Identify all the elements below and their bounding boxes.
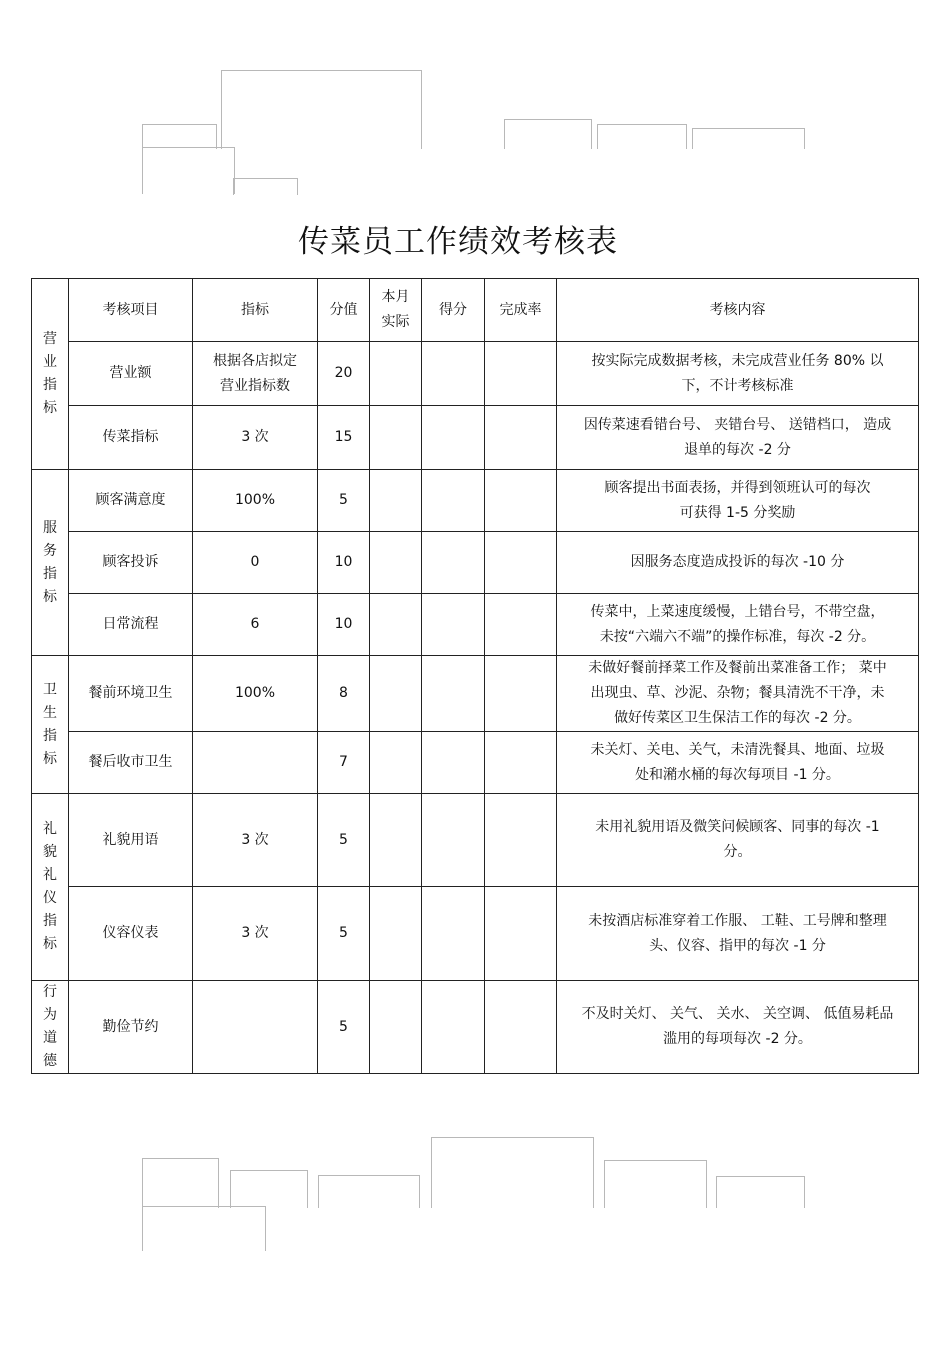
page-title: 传菜员工作绩效考核表	[298, 224, 618, 260]
content-cell: 未用礼貌用语及微笑问候顾客、同事的每次 -1 分。	[557, 794, 919, 887]
earned-cell	[422, 406, 485, 470]
category-cell: 行 为 道 德	[32, 981, 69, 1074]
rate-cell	[485, 981, 557, 1074]
rate-cell	[485, 887, 557, 981]
score-cell: 5	[318, 887, 370, 981]
decorative-frame	[230, 1170, 308, 1208]
content-cell: 因传菜速看错台号、 夹错台号、 送错档口， 造成 退单的每次 -2 分	[557, 406, 919, 470]
decorative-frame	[504, 119, 592, 149]
decorative-frame	[597, 124, 687, 149]
actual-cell	[370, 342, 422, 406]
table-row	[32, 406, 919, 470]
content-cell: 顾客提出书面表扬，并得到领班认可的每次 可获得 1-5 分奖励	[557, 470, 919, 532]
score-cell: 5	[318, 981, 370, 1074]
item-cell: 日常流程	[69, 594, 193, 656]
actual-cell	[370, 594, 422, 656]
actual-cell	[370, 981, 422, 1074]
header-row	[32, 279, 919, 342]
table-row	[32, 470, 919, 532]
score-cell: 5	[318, 794, 370, 887]
item-cell: 仪容仪表	[69, 887, 193, 981]
header-earned: 得分	[422, 279, 485, 342]
actual-cell	[370, 532, 422, 594]
earned-cell	[422, 656, 485, 732]
item-cell: 营业额	[69, 342, 193, 406]
earned-cell	[422, 532, 485, 594]
score-cell: 5	[318, 470, 370, 532]
content-cell: 不及时关灯、 关气、 关水、 关空调、 低值易耗品 滥用的每项每次 -2 分。	[557, 981, 919, 1074]
earned-cell	[422, 887, 485, 981]
target-cell: 根据各店拟定 营业指标数	[193, 342, 318, 406]
decorative-frame	[142, 124, 217, 149]
rate-cell	[485, 656, 557, 732]
target-cell	[193, 981, 318, 1074]
earned-cell	[422, 794, 485, 887]
decorative-frame	[142, 1206, 266, 1251]
rate-cell	[485, 470, 557, 532]
table-row	[32, 594, 919, 656]
header-content: 考核内容	[557, 279, 919, 342]
rate-cell	[485, 406, 557, 470]
item-cell: 餐前环境卫生	[69, 656, 193, 732]
header-rate: 完成率	[485, 279, 557, 342]
decorative-frame	[233, 178, 298, 195]
rate-cell	[485, 594, 557, 656]
rate-cell	[485, 732, 557, 794]
actual-cell	[370, 406, 422, 470]
target-cell: 3 次	[193, 794, 318, 887]
score-cell: 7	[318, 732, 370, 794]
score-cell: 15	[318, 406, 370, 470]
category-cell: 卫 生 指 标	[32, 656, 69, 794]
rate-cell	[485, 342, 557, 406]
score-cell: 8	[318, 656, 370, 732]
target-cell	[193, 732, 318, 794]
table-row	[32, 794, 919, 887]
decorative-frame	[221, 70, 422, 149]
content-cell: 未关灯、关电、关气，未清洗餐具、地面、垃圾 处和潲水桶的每次每项目 -1 分。	[557, 732, 919, 794]
item-cell: 餐后收市卫生	[69, 732, 193, 794]
score-cell: 20	[318, 342, 370, 406]
item-cell: 传菜指标	[69, 406, 193, 470]
earned-cell	[422, 470, 485, 532]
actual-cell	[370, 887, 422, 981]
target-cell: 0	[193, 532, 318, 594]
rate-cell	[485, 532, 557, 594]
content-cell: 未做好餐前择菜工作及餐前出菜准备工作； 菜中 出现虫、草、沙泥、杂物；餐具清洗不干净，未 做好传菜区卫生保洁工作的每次 -2 分。	[557, 656, 919, 732]
content-cell: 因服务态度造成投诉的每次 -10 分	[557, 532, 919, 594]
actual-cell	[370, 470, 422, 532]
earned-cell	[422, 732, 485, 794]
target-cell: 3 次	[193, 406, 318, 470]
header-item: 考核项目	[69, 279, 193, 342]
evaluation-table	[31, 278, 919, 1074]
target-cell: 6	[193, 594, 318, 656]
table-row	[32, 342, 919, 406]
target-cell: 100%	[193, 656, 318, 732]
earned-cell	[422, 981, 485, 1074]
decorative-frame	[692, 128, 805, 149]
actual-cell	[370, 794, 422, 887]
actual-cell	[370, 656, 422, 732]
table-row	[32, 981, 919, 1074]
content-cell: 传菜中，上菜速度缓慢，上错台号，不带空盘， 未按“六端六不端”的操作标准，每次 -2 分。	[557, 594, 919, 656]
category-cell: 服 务 指 标	[32, 470, 69, 656]
decorative-frame	[716, 1176, 805, 1208]
item-cell: 礼貌用语	[69, 794, 193, 887]
score-cell: 10	[318, 594, 370, 656]
table-row	[32, 532, 919, 594]
header-target: 指标	[193, 279, 318, 342]
actual-cell	[370, 732, 422, 794]
decorative-frame	[142, 147, 235, 194]
decorative-frame	[431, 1137, 594, 1208]
category-cell: 营 业 指 标	[32, 279, 69, 470]
item-cell: 顾客投诉	[69, 532, 193, 594]
earned-cell	[422, 342, 485, 406]
content-cell: 按实际完成数据考核，未完成营业任务 80% 以 下，不计考核标准	[557, 342, 919, 406]
table-row	[32, 887, 919, 981]
item-cell: 顾客满意度	[69, 470, 193, 532]
decorative-frame	[604, 1160, 707, 1208]
table-row	[32, 732, 919, 794]
target-cell: 100%	[193, 470, 318, 532]
score-cell: 10	[318, 532, 370, 594]
target-cell: 3 次	[193, 887, 318, 981]
header-actual: 本月 实际	[370, 279, 422, 342]
earned-cell	[422, 594, 485, 656]
item-cell: 勤俭节约	[69, 981, 193, 1074]
rate-cell	[485, 794, 557, 887]
decorative-frame	[318, 1175, 420, 1208]
table-row	[32, 656, 919, 732]
header-score: 分值	[318, 279, 370, 342]
content-cell: 未按酒店标准穿着工作服、 工鞋、工号牌和整理 头、仪容、指甲的每次 -1 分	[557, 887, 919, 981]
decorative-frame	[142, 1158, 219, 1208]
category-cell: 礼 貌 礼 仪 指 标	[32, 794, 69, 981]
